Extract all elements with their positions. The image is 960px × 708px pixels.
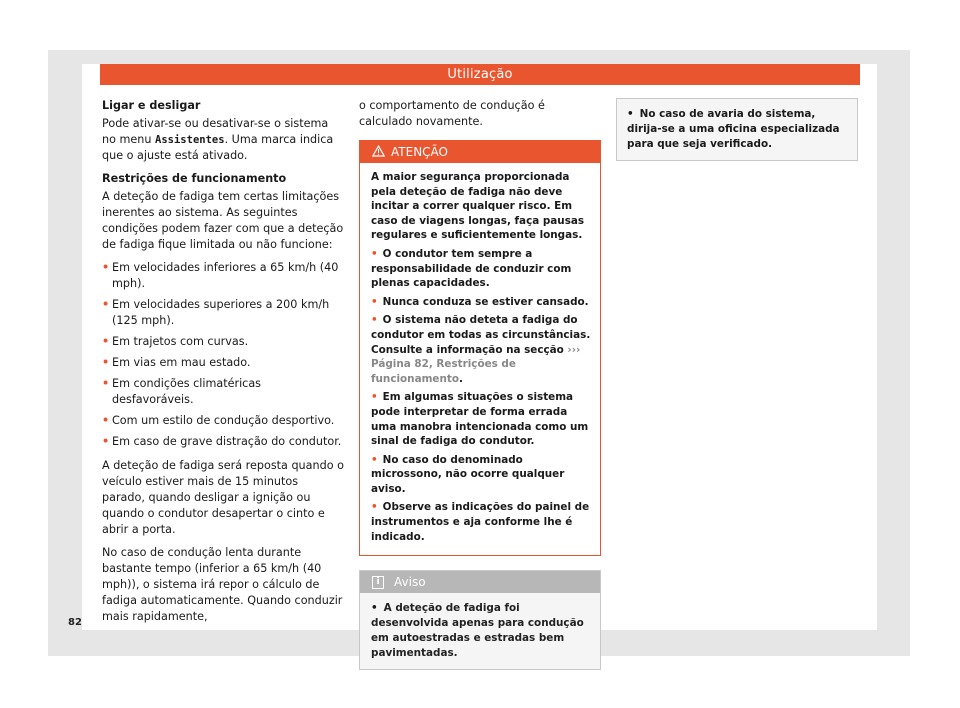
list-item: • Observe as indicações do painel de instrumentos e aja conforme lhe é indicado. <box>371 500 591 544</box>
warning-title: ATENÇÃO <box>391 145 448 159</box>
column-left <box>102 98 344 632</box>
list-item: • A deteção de fadiga foi desenvolvida apenas para condução em autoestradas e estradas bem pavimentadas. <box>371 601 591 661</box>
paragraph-menu: Pode ativar-se ou desativar-se o sistema no menu Assistentes. Uma marca indica que o ajuste está ativado. <box>102 117 334 162</box>
section-title: Utilização <box>447 67 513 82</box>
warning-header <box>360 141 600 163</box>
note-box <box>359 570 601 670</box>
list-item: • Em trajetos com curvas. <box>102 334 344 350</box>
warning-body <box>360 163 600 555</box>
note-box-continued <box>616 98 858 161</box>
list-item: • Com um estilo de condução desportivo. <box>102 413 344 429</box>
list-item: • O sistema não deteta a fadiga do condutor em todas as circunstâncias. Consulte a informação na secção ››› Página 82, Restrições de funcionamento. <box>371 313 591 386</box>
paragraph-limitations: A deteção de fadiga tem certas limitações inerentes ao sistema. As seguintes condições podem fazer com que a deteção de fadiga fique limitada ou não funcione: <box>102 190 344 251</box>
warning-triangle-icon <box>372 141 385 163</box>
heading-restricoes: Restrições de funcionamento <box>102 172 287 185</box>
heading-ligar-desligar: Ligar e desligar <box>102 99 201 112</box>
menu-name: Assistentes <box>155 134 225 146</box>
list-item: • No caso do denominado microssono, não ocorre qualquer aviso. <box>371 453 591 497</box>
list-item: • Em condições climatéricas desfavoráveis. <box>102 376 344 408</box>
list-item: • Em velocidades superiores a 200 km/h (125 mph). <box>102 297 344 329</box>
page-number: 82 <box>68 617 82 628</box>
paragraph-continued: o comportamento de condução é calculado novamente. <box>359 99 545 128</box>
paragraph-slow-driving: No caso de condução lenta durante bastante tempo (inferior a 65 km/h (40 mph)), o sistema irá repor o cálculo de fadiga automaticamente. Quando conduzir mais rapidamente, <box>102 546 343 623</box>
list-item: • Em caso de grave distração do condutor. <box>102 434 344 450</box>
note-title: Aviso <box>394 575 426 590</box>
list-item: • Em vias em mau estado. <box>102 355 344 371</box>
list-item: • Em velocidades inferiores a 65 km/h (40 mph). <box>102 260 344 292</box>
list-item: • No caso de avaria do sistema, dirija-se a uma oficina especializada para que seja verificado. <box>627 107 848 152</box>
column-right <box>616 98 858 161</box>
list-item: • Nunca conduza se estiver cansado. <box>371 295 591 310</box>
warning-list <box>371 247 591 544</box>
limitations-list <box>102 260 344 450</box>
column-middle <box>359 98 601 670</box>
info-icon: i <box>372 576 384 589</box>
page-reference-link[interactable]: ››› Página 82, Restrições de funcionamento <box>371 343 581 385</box>
warning-box <box>359 140 601 556</box>
warning-intro: A maior segurança proporcionada pela deteção de fadiga não deve incitar a correr qualquer risco. Em caso de viagens longas, faça pausas regulares e suficientemente longas. <box>371 171 585 242</box>
note-body <box>360 593 600 669</box>
section-header <box>100 64 860 85</box>
list-item: • Em algumas situações o sistema pode interpretar de forma errada uma manobra intencionada como um sinal de fadiga do condutor. <box>371 390 591 448</box>
paragraph-reset: A deteção de fadiga será reposta quando o veículo estiver mais de 15 minutos parado, quando desligar a ignição ou quando o condutor desapertar o cinto e abrir a porta. <box>102 459 344 536</box>
note-header <box>360 571 600 593</box>
list-item: • O condutor tem sempre a responsabilidade de conduzir com plenas capacidades. <box>371 247 591 291</box>
